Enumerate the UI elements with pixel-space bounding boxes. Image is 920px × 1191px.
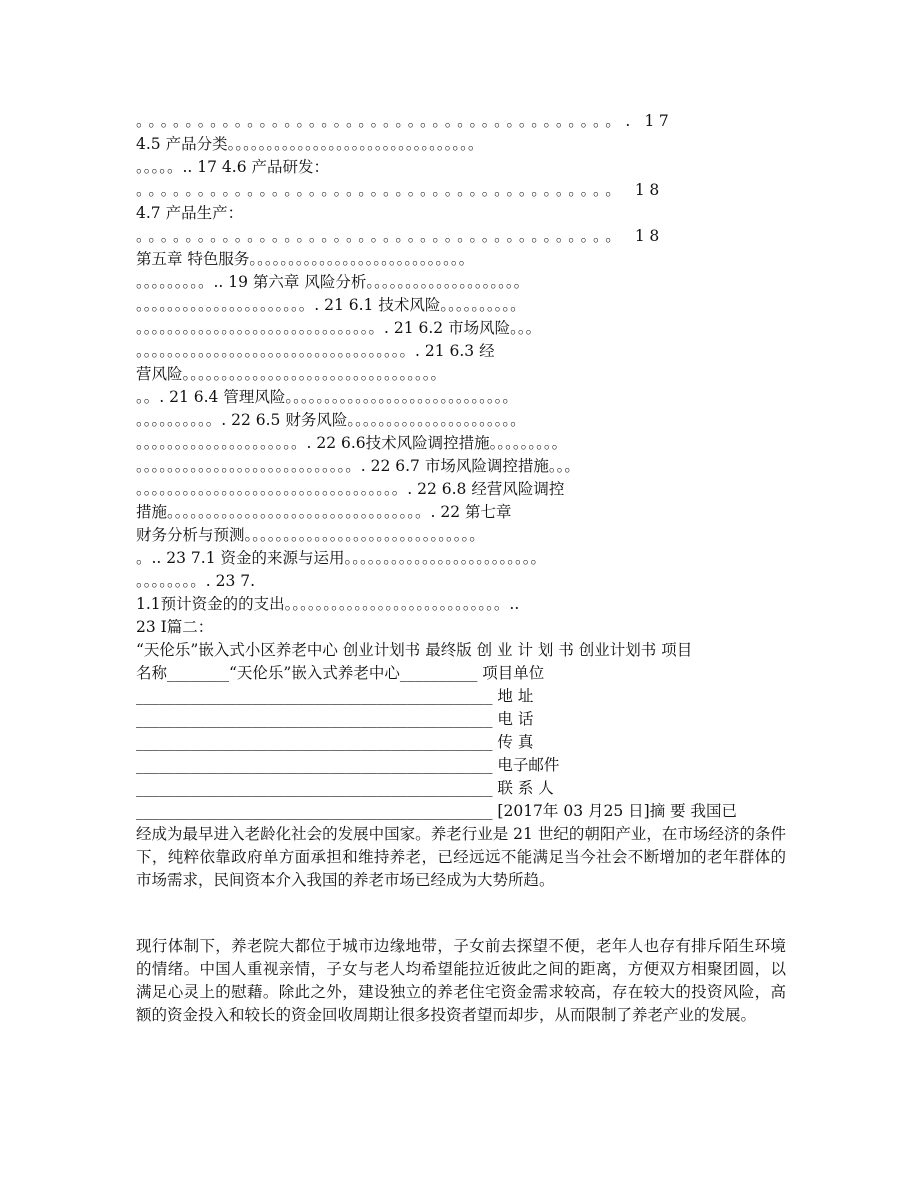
toc-line: 。。。。。。。。。。。。。。。。。。。。。。。。。。。。。。。。。。。. 21 6.3 经 [136,342,495,360]
toc-line: 4.7 产品生产： [136,204,244,222]
toc-line: 。。。。。。。。。。。。。。。。。。。。。。。。。。。。. 22 6.7 市场风险调控措施。。。 [136,457,580,475]
body-paragraph: 现行体制下，养老院大都位于城市边缘地带，子女前去探望不便，老年人也存有排斥陌生环境的情绪。中国人重视亲情，子女与老人均希望能拉近彼此之间的距离，方便双方相聚团圆，以满足心灵上的慰藉。除此之外，建设独立的养老住宅资金需求较高，存在较大的投资风险，高额的资金投入和较长的资金回收周期让很多投资者望而却步，从而限制了养老产业的发展。 [136,937,786,1024]
toc-line: 。。。。。。。。。。. 22 6.5 财务风险。。。。。。。。。。。。。。。。。。。。。。 [136,411,526,429]
toc-line: 。。。。。。。。。。。。。。。。。。。。。。。。。。。。。。。。。。。。。。。. 17 [136,112,674,130]
toc-line: 。。。。。。。。。。。。。。。。。。。。。. 22 6.6技术风险调控措施。。。。。。。。。 [136,434,568,452]
toc-line: 。.. 23 7.1 资金的来源与运用。。。。。。。。。。。。。。。。。。。。。。。。。 [136,549,547,567]
phone-field-line: ______________________________________________ 电 话 [136,710,534,728]
abstract-paragraph: 经成为最早进入老龄化社会的发展中国家。养老行业是 21 世纪的朝阳产业，在市场经济的条件下，纯粹依靠政府单方面承担和维持养老，已经远远不能满足当今社会不断增加的老年群体的市场需求，民间资本介入我国的养老市场已经成为大势所趋。 [136,825,786,889]
contact-field-line: ______________________________________________ 联 系 人 [136,779,554,797]
toc-line: 。。。。。。。。。。。。。。。。。。。。。。. 21 6.1 技术风险。。。。。。。。。。 [136,296,526,314]
toc-line: 。。。。。。。。。。。。。。。。。。。。。。。。。。。。。。。。。。. 22 6.8 经营风险调控 [136,480,565,498]
email-field-line: ______________________________________________ 电子邮件 [136,756,560,774]
toc-line: 。。。。。。。。。.. 19 第六章 风险分析。。。。。。。。。。。。。。。。。。。。 [136,273,530,291]
date-abstract-line: ______________________________________________ [2017年 03 月25 日]摘 要 我国已 [136,802,738,820]
toc-line: 。。。。。。。。。。。。。。。。。。。。。。。。。。。。。。。。。。。。。。。 18 [136,181,664,199]
toc-line: 。。。。。。。。. 23 7. [136,572,256,590]
project-name-line: 名称________“天伦乐”嵌入式养老中心__________ 项目单位 [136,664,545,682]
section-heading: 23 I篇二： [136,618,214,636]
toc-line: 。。。。。。。。。。。。。。。。。。。。。。。。。。。。。。。. 21 6.2 市场风险。。。 [136,319,542,337]
fax-field-line: ______________________________________________ 传 真 [136,733,534,751]
toc-line: 。。. 21 6.4 管理风险。。。。。。。。。。。。。。。。。。。。。。。。。。。。。 [136,388,518,406]
toc-line: 4.5 产品分类。。。。。。。。。。。。。。。。。。。。。。。。。。。。。。。。 [136,135,484,153]
toc-line: 。。。。。.. 17 4.6 产品研发： [136,158,330,176]
toc-line: 。。。。。。。。。。。。。。。。。。。。。。。。。。。。。。。。。。。。。。。 18 [136,227,664,245]
title-line: “天伦乐”嵌入式小区养老中心 创业计划书 最终版 创 业 计 划 书 创业计划书 项目 [136,641,693,659]
address-field-line: ______________________________________________ 地 址 [136,687,534,705]
toc-line: 1.1预计资金的的支出。。。。。。。。。。。。。。。。。。。。。。。。。。。。.. [136,595,520,613]
toc-line: 措施。。。。。。。。。。。。。。。。。。。。。。。。。。。。。。。。。. 22 第七章 [136,503,512,521]
toc-line: 营风险。。。。。。。。。。。。。。。。。。。。。。。。。。。。。。。。。 [136,365,447,383]
toc-line: 第五章 特色服务。。。。。。。。。。。。。。。。。。。。。。。。。。。。 [136,250,475,268]
toc-line: 财务分析与预测。。。。。。。。。。。。。。。。。。。。。。。。。。。。。。 [136,526,485,544]
